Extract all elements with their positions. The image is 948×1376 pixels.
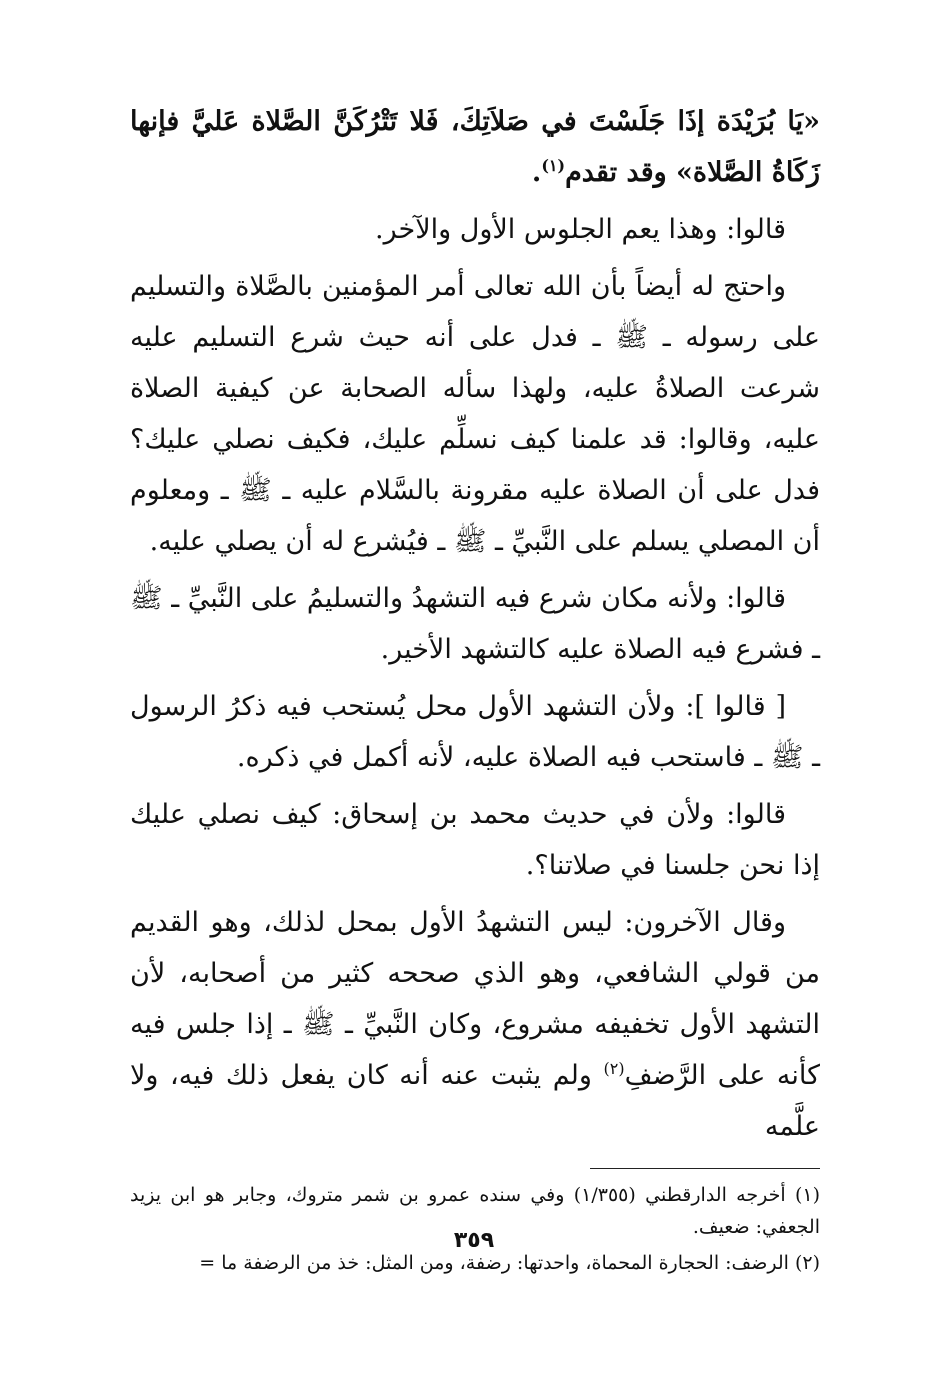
page-number: ٣٥٩ [453, 1228, 495, 1253]
footnote-ref-2[interactable]: (٢) [603, 1059, 625, 1078]
paragraph-5: [ قالوا ]: ولأن التشهد الأول محل يُستحب فيه ذكرُ الرسول ـ ﷺ ـ فاستحب فيه الصلاة عليه، لأنه أكمل في ذكره. [130, 691, 820, 773]
paragraph-text: «يَا بُرَيْدَة إذَا جَلَسْتَ في صَلاَتِكَ، فَلا تَتْرُكَنَّ الصَّلاة عَليَّ فإنها زَكَاةُ الصَّلاة» وقد تقدم [130, 106, 820, 188]
footnote-2: (٢) الرضف: الحجارة المحماة، واحدتها: رضفة، ومن المثل: خذ من الرضفة ما = [199, 1252, 820, 1274]
paragraph-tail: . [531, 157, 542, 188]
footnote-separator [590, 1168, 820, 1169]
paragraph-hadith [130, 96, 820, 198]
paragraph-6: قالوا: ولأن في حديث محمد بن إسحاق: كيف نصلي عليك إذا نحن جلسنا في صلاتنا؟. [130, 799, 820, 881]
paragraph-7 [130, 897, 820, 1152]
page-body [130, 96, 820, 1283]
paragraph-tail: ولم يثبت عنه أنه كان يفعل ذلك فيه، ولا علَّمه [130, 1060, 820, 1142]
paragraph-4: قالوا: ولأنه مكان شرع فيه التشهدُ والتسليمُ على النَّبيِّ ـ ﷺ ـ فشرع فيه الصلاة عليه كالتشهد الأخير. [130, 583, 820, 665]
footnote-ref-1[interactable]: (١) [541, 156, 566, 175]
footnote-1: (١) أخرجه الدارقطني (١/٣٥٥) وفي سنده عمرو بن شمر متروك، وجابر هو ابن يزيد الجعفي: ضعيف. [130, 1184, 820, 1238]
paragraph-2: قالوا: وهذا يعم الجلوس الأول والآخر. [375, 214, 786, 245]
paragraph-3: واحتج له أيضاً بأن الله تعالى أمر المؤمنين بالصَّلاة والتسليم على رسوله ـ ﷺ ـ فدل على أنه حيث شرع التسليم عليه شرعت الصلاةُ عليه، ولهذا سأله الصحابة عن كيفية الصلاة عليه، وقالوا: قد علمنا كيف نسلِّم عليك، فكيف نصلي عليك؟ فدل على أن الصلاة عليه مقرونة بالسَّلام عليه ـ ﷺ ـ ومعلوم أن المصلي يسلم على النَّبيِّ ـ ﷺ ـ فيُشرع له أن يصلي عليه. [130, 271, 820, 557]
paragraph-text: وقال الآخرون: ليس التشهدُ الأول بمحل لذلك، وهو القديم من قولي الشافعي، وهو الذي صححه كثير من أصحابه، لأن التشهد الأول تخفيفه مشروع، وكان النَّبيِّ ـ ﷺ ـ إذا جلس فيه كأنه على الرَّضفِ [130, 907, 820, 1091]
